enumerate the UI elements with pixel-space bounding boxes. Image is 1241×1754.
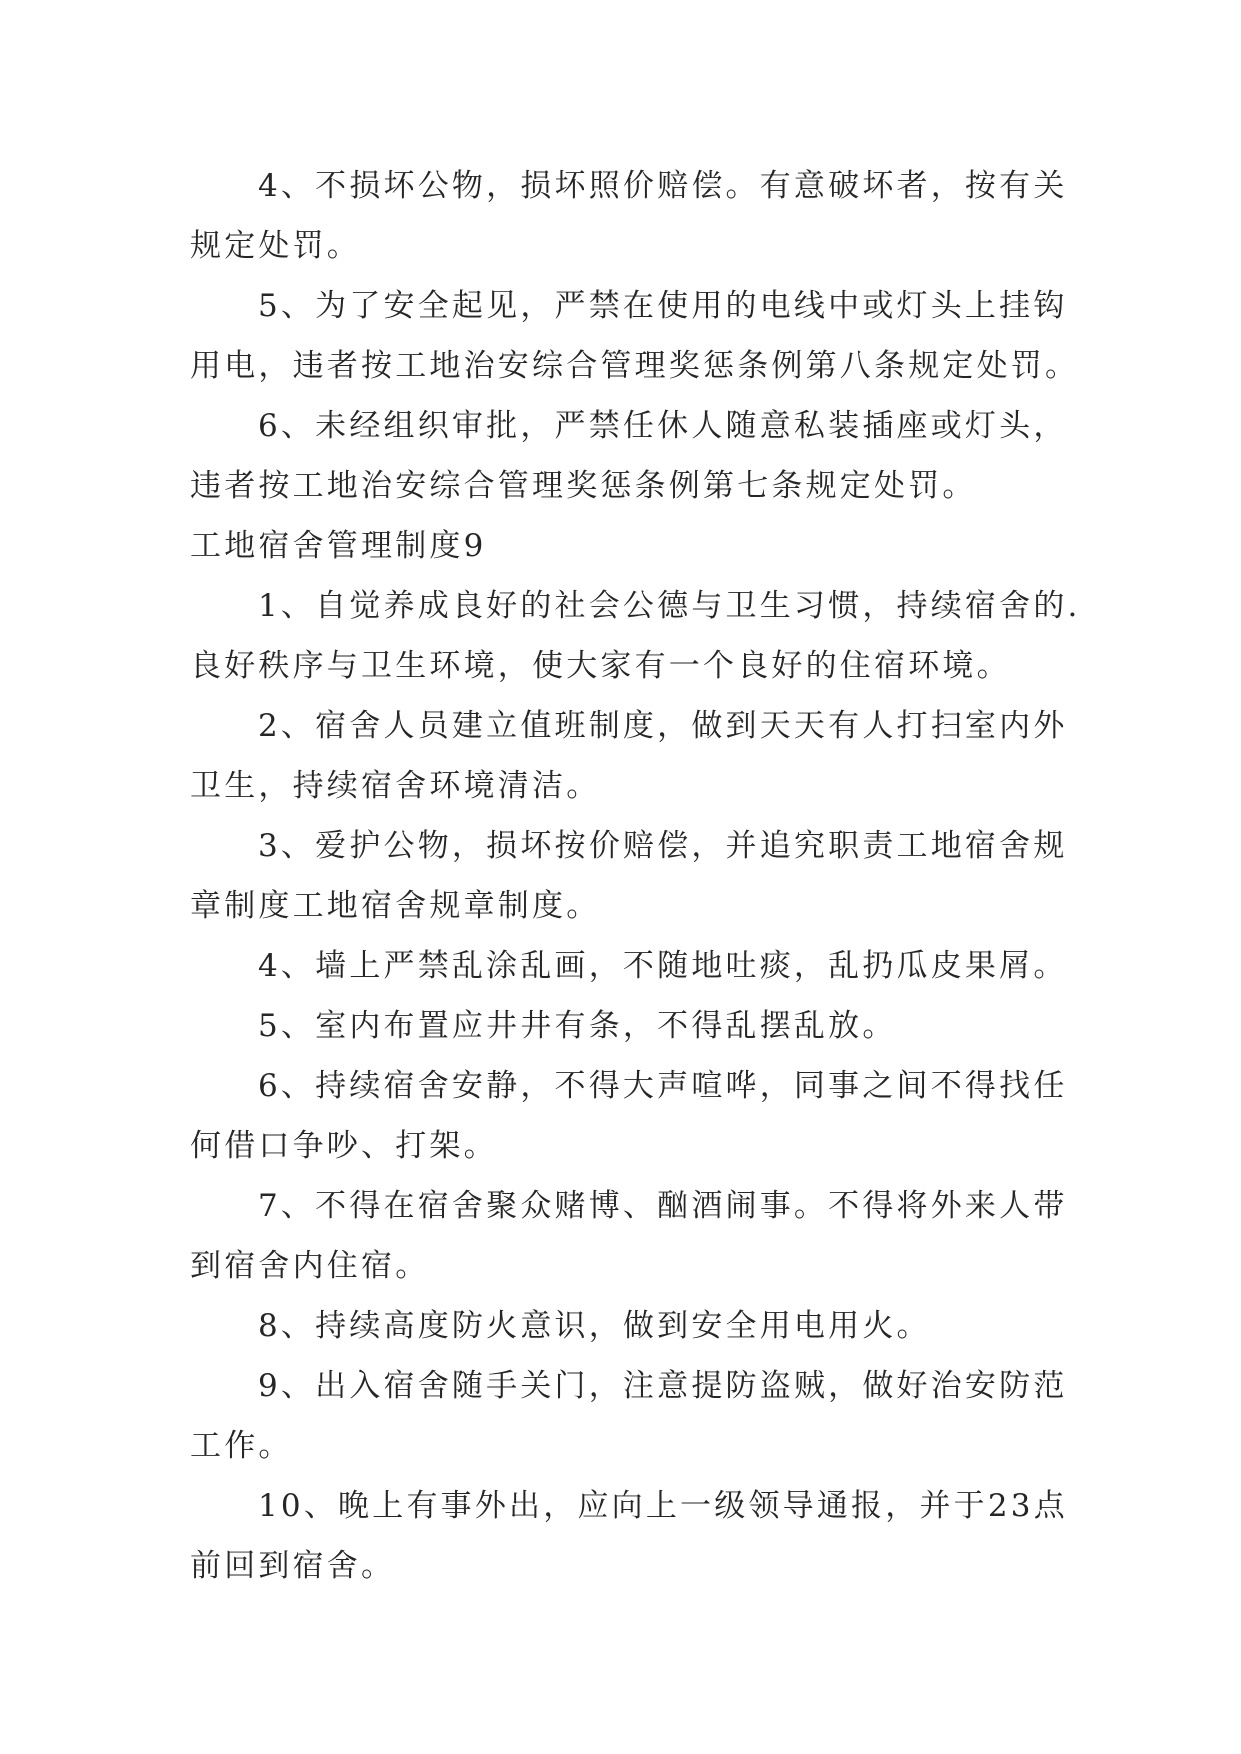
rule-item	[190, 1176, 1068, 1296]
rule-line: 良好秩序与卫生环境，使大家有一个良好的住宿环境。	[190, 648, 1011, 684]
rule-item	[190, 576, 1081, 696]
rule-item	[190, 696, 1068, 816]
section-heading-text: 工地宿舍管理制度9	[190, 528, 487, 564]
rule-line: 规定处罚。	[190, 228, 361, 264]
section-heading	[190, 516, 1050, 576]
rule-item	[190, 1356, 1068, 1476]
rule-line: 6、持续宿舍安静，不得大声喧哗，同事之间不得找任	[258, 1068, 1068, 1104]
rule-line: 章制度工地宿舍规章制度。	[190, 888, 601, 924]
rule-line: 9、出入宿舍随手关门，注意提防盗贼，做好治安防范	[258, 1368, 1068, 1404]
rule-line: 6、未经组织审批，严禁任休人随意私装插座或灯头，	[258, 408, 1068, 444]
rule-line: 10、晚上有事外出，应向上一级领导通报，并于23点	[258, 1488, 1068, 1524]
rule-line: 用电，违者按工地治安综合管理奖惩条例第八条规定处罚。	[190, 348, 1080, 384]
rule-item	[190, 996, 1050, 1056]
rule-line: 工作。	[190, 1428, 293, 1464]
rule-item	[190, 276, 1080, 396]
rule-line: 违者按工地治安综合管理奖惩条例第七条规定处罚。	[190, 468, 977, 504]
rule-line: 2、宿舍人员建立值班制度，做到天天有人打扫室内外	[258, 708, 1068, 744]
rule-item	[190, 816, 1068, 936]
rule-line: 到宿舍内住宿。	[190, 1248, 430, 1284]
rule-line: 前回到宿舍。	[190, 1548, 396, 1584]
rule-line: 卫生，持续宿舍环境清洁。	[190, 768, 601, 804]
rule-item	[190, 936, 1068, 996]
rule-line: 何借口争吵、打架。	[190, 1128, 498, 1164]
rule-item	[190, 1056, 1068, 1176]
rule-line: 7、不得在宿舍聚众赌博、酗酒闹事。不得将外来人带	[258, 1188, 1068, 1224]
rule-line: 8、持续高度防火意识，做到安全用电用火。	[258, 1308, 931, 1344]
rule-line: 5、室内布置应井井有条，不得乱摆乱放。	[258, 1008, 897, 1044]
rule-item	[190, 1296, 1050, 1356]
rule-item	[190, 1476, 1068, 1596]
rule-line: 5、为了安全起见，严禁在使用的电线中或灯头上挂钩	[258, 288, 1068, 324]
rule-line: 3、爱护公物，损坏按价赔偿，并追究职责工地宿舍规	[258, 828, 1068, 864]
rule-item	[190, 156, 1068, 276]
rule-line: 1、自觉养成良好的社会公德与卫生习惯，持续宿舍的.	[258, 588, 1081, 624]
rule-item	[190, 396, 1068, 516]
rule-line: 4、墙上严禁乱涂乱画，不随地吐痰，乱扔瓜皮果屑。	[258, 948, 1068, 984]
document-body	[190, 156, 1081, 1596]
rule-line: 4、不损坏公物，损坏照价赔偿。有意破坏者，按有关	[258, 168, 1068, 204]
